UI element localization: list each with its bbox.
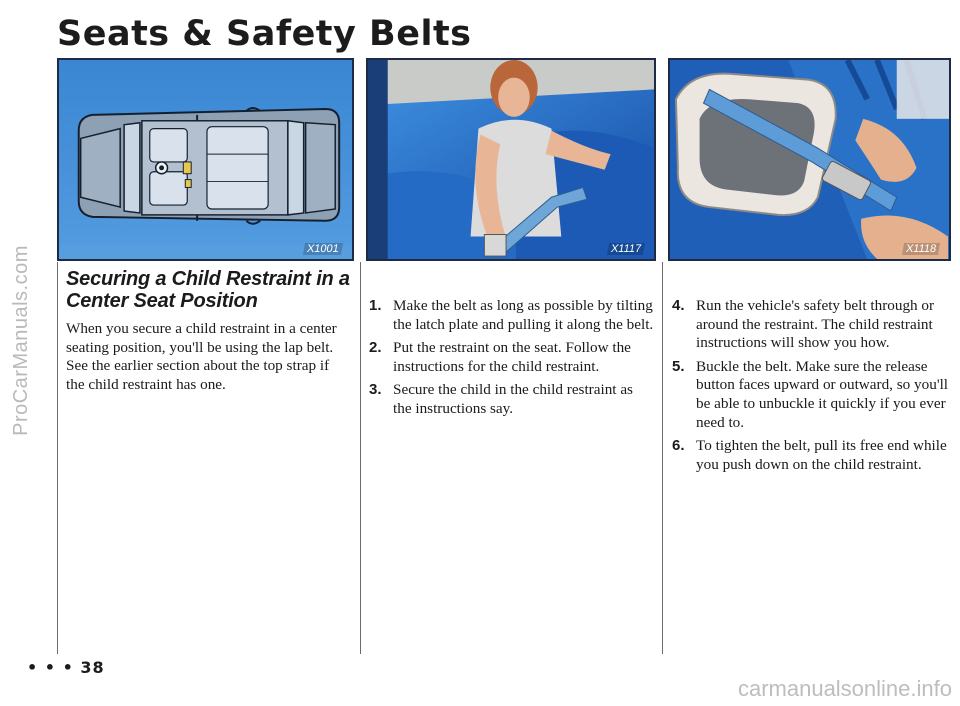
steps-list — [369, 297, 654, 419]
buckling-belt-illustration — [670, 60, 949, 259]
step-number: 2. — [369, 339, 382, 357]
step-text: Run the vehicle's safety belt through or around the restraint. The child restraint instructions will show you how. — [696, 297, 935, 352]
list-item — [369, 339, 654, 376]
bottom-watermark: carmanualsonline.info — [737, 676, 952, 701]
list-item — [672, 358, 952, 432]
car-top-view-illustration — [59, 60, 352, 259]
figure-buckling-belt — [668, 58, 951, 261]
step-text: Put the restraint on the seat. Follow the instructions for the child restraint. — [393, 339, 631, 375]
section-intro-text: When you secure a child restraint in a center seating position, you'll be using the lap belt. See the earlier section about the top strap if the child restraint has one. — [66, 320, 337, 393]
section-heading-line: Center Seat Position — [66, 290, 258, 312]
step-text: Make the belt as long as possible by tilting the latch plate and pulling it along the belt. — [393, 297, 654, 333]
step-number: 3. — [369, 381, 382, 399]
section-heading — [66, 268, 351, 312]
steps-column-2 — [672, 297, 952, 479]
figure-adjusting-belt — [366, 58, 656, 261]
page-title: Seats & Safety Belts — [57, 14, 472, 54]
step-number: 6. — [672, 437, 685, 455]
figure-car-top-view — [57, 58, 354, 261]
step-number: 4. — [672, 297, 685, 314]
steps-column-1 — [369, 297, 654, 424]
side-watermark — [6, 80, 36, 600]
steps-list — [672, 297, 952, 474]
section-intro-column — [66, 268, 351, 394]
figure-code: X1118 — [902, 243, 940, 255]
step-number: 5. — [672, 357, 685, 375]
list-item — [369, 381, 654, 418]
list-item — [369, 297, 654, 334]
step-text: Secure the child in the child restraint as the instructions say. — [393, 381, 633, 417]
list-item — [672, 437, 952, 474]
section-heading-line: Securing a Child Restraint in a — [66, 268, 350, 290]
list-item — [672, 297, 952, 353]
column-divider — [57, 262, 58, 654]
step-text: To tighten the belt, pull its free end while you push down on the child restraint. — [696, 437, 947, 473]
figure-code: X1001 — [303, 243, 343, 255]
figure-code: X1117 — [607, 243, 645, 255]
woman-adjusting-belt-illustration — [368, 60, 654, 259]
step-number: 1. — [369, 297, 382, 314]
column-divider — [360, 262, 361, 654]
page-number: • • • 38 — [27, 658, 105, 677]
column-divider — [662, 262, 663, 654]
step-text: Buckle the belt. Make sure the release button faces upward or outward, so you'll be able to unbuckle it quickly if you ever need to. — [696, 357, 949, 431]
side-watermark-text: ProCarManuals.com — [9, 244, 32, 436]
